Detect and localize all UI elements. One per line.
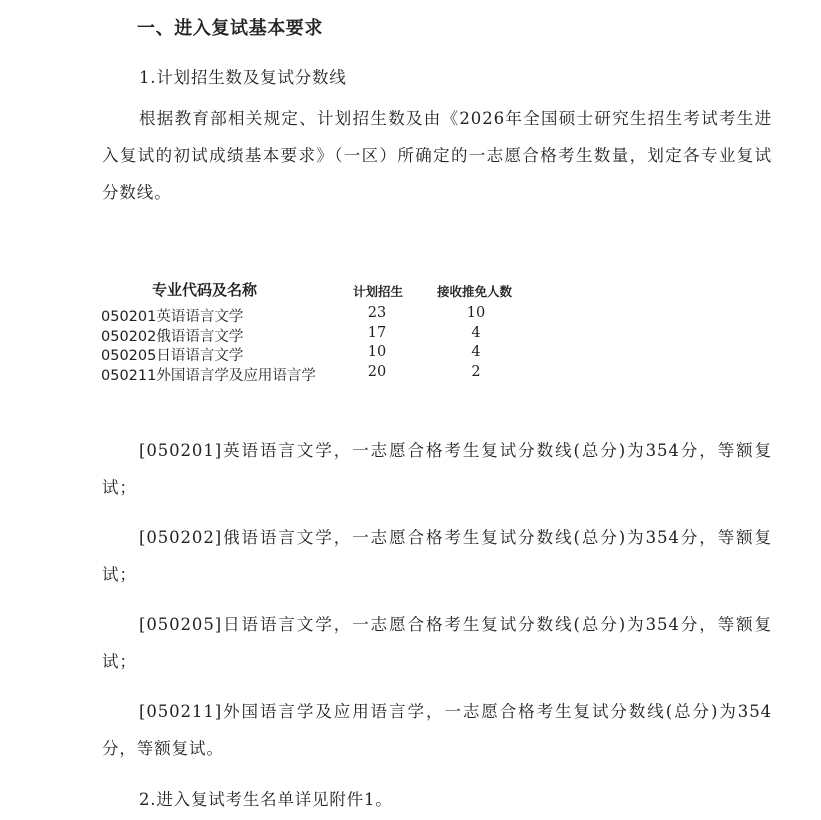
row-major: 050201英语语言文学 xyxy=(101,309,244,325)
table-row xyxy=(101,344,561,364)
row-major: 050211外国语言学及应用语言学 xyxy=(101,367,316,384)
row-plan: 20 xyxy=(367,363,387,380)
table-header-name: 专业代码及名称 xyxy=(152,281,258,299)
row-recommended: 4 xyxy=(471,344,481,360)
table-row xyxy=(101,364,561,384)
row-plan: 17 xyxy=(367,324,387,341)
row-major: 050205日语语言文学 xyxy=(101,348,244,364)
table-header-plan: 计划招生 xyxy=(353,284,404,299)
section-heading: 一、进入复试基本要求 xyxy=(137,18,323,39)
score-line-050205: [050205]日语语言文学，一志愿合格考生复试分数线(总分)为354分，等额复试； xyxy=(102,615,772,671)
row-recommended: 4 xyxy=(471,324,481,341)
intro-paragraph: 根据教育部相关规定、计划招生数及由《2026年全国硕士研究生招生考试考生进入复试的初试成绩基本要求》（一区）所确定的一志愿合格考生数量，划定各专业复试分数线。 xyxy=(102,109,772,202)
row-recommended: 2 xyxy=(471,363,481,380)
subsection-heading: 1.计划招生数及复试分数线 xyxy=(139,68,347,87)
row-major: 050202俄语语言文学 xyxy=(101,328,244,345)
row-recommended: 10 xyxy=(466,305,486,321)
table-header-recommended: 接收推免人数 xyxy=(437,284,513,299)
score-line-050202: [050202]俄语语言文学，一志愿合格考生复试分数线(总分)为354分，等额复试； xyxy=(102,528,772,584)
score-line-050211: [050211]外国语言学及应用语言学，一志愿合格考生复试分数线(总分)为354分，等额复试。 xyxy=(102,702,772,758)
candidate-list-note: 2.进入复试考生名单详见附件1。 xyxy=(139,790,393,809)
table-row xyxy=(101,305,561,325)
table-row xyxy=(101,325,561,345)
score-line-050201: [050201]英语语言文学，一志愿合格考生复试分数线(总分)为354分，等额复试； xyxy=(102,441,772,497)
row-plan: 23 xyxy=(367,305,387,321)
row-plan: 10 xyxy=(367,344,387,360)
